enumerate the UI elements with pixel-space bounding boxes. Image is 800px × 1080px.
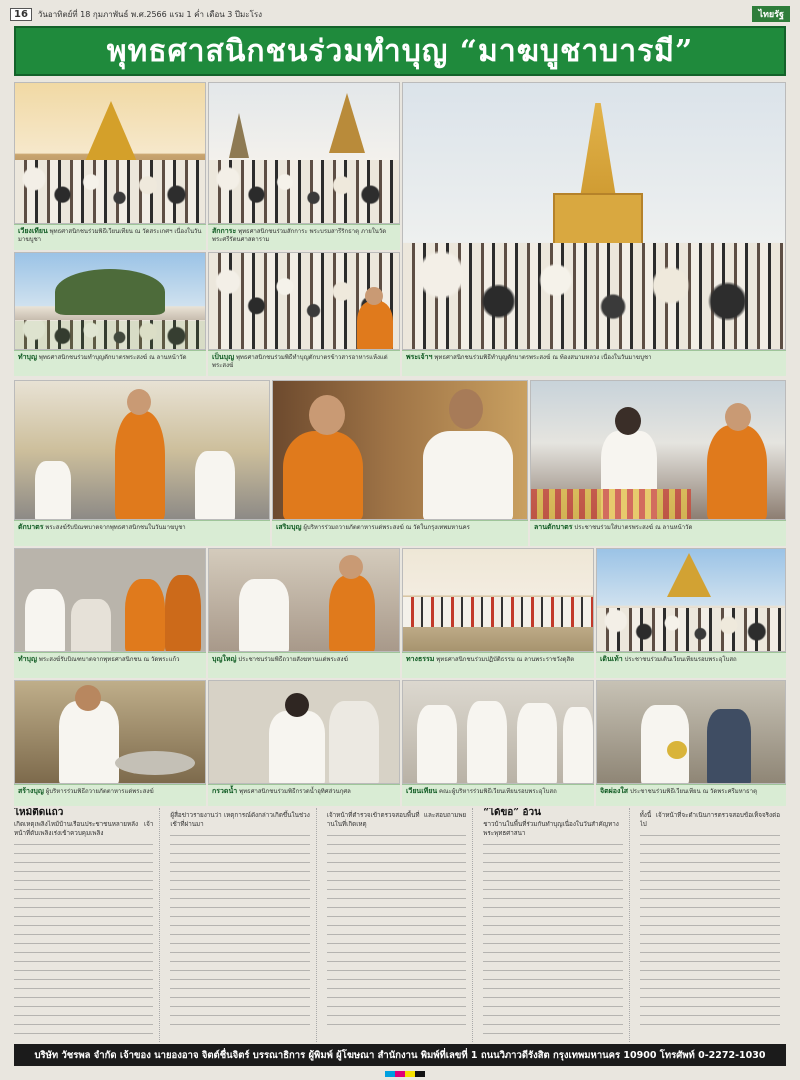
column-text: ชาวบ้านในพื้นที่ร่วมกันทำบุญเนื่องในวันสำคัญทางพระพุทธศาสนา (483, 821, 619, 837)
column-text: เกิดเหตุเพลิงไหม้บ้านเรือนประชาชนหลายหลัง เจ้าหน้าที่ดับเพลิงเร่งเข้าควบคุมเพลิง (14, 821, 154, 837)
caption-16 (596, 784, 786, 806)
article-column (483, 808, 629, 1042)
column-text: ผู้สื่อข่าวรายงานว่า เหตุการณ์ดังกล่าวเกิดขึ้นในช่วงเช้าที่ผ่านมา (170, 812, 310, 828)
caption-6 (14, 520, 270, 546)
caption-text: พุทธศาสนิกชนร่วมพิธีทำบุญตักบาตรข้าวสารอาหารแห้งแด่พระสงฆ์ (212, 354, 388, 369)
article-column (640, 808, 786, 1042)
photo-golden-mount (14, 82, 206, 224)
publisher-footer: บริษัท วัชรพล จำกัด เจ้าของ นายองอาจ จิตต์ชื่นจิตร์ บรรณาธิการ ผู้พิมพ์ ผู้โฆษณา สำนักงาน พิมพ์ที่เลขที่ 1 ถนนวิภาวดีรังสิต กรุงเทพมหานคร 10900 โทรศัพท์ 0-2272-1030 (14, 1044, 786, 1066)
caption-title: ทำบุญ (18, 655, 37, 663)
photo-walking-circle (596, 548, 786, 652)
caption-title: เวียนเทียน (406, 787, 438, 795)
photo-monk-walking (14, 380, 270, 520)
caption-text: พุทธศาสนิกชนร่วมปฏิบัติธรรม ณ ลานพระราชวังดุสิต (436, 656, 575, 663)
photo-merit-offering (208, 548, 400, 652)
article-column (14, 808, 160, 1042)
folio-line (10, 6, 790, 22)
headline-banner (14, 26, 786, 76)
caption-4 (14, 350, 206, 376)
body-text-lines (14, 841, 153, 1041)
caption-text: พุทธศาสนิกชนร่วมพิธีกรวดน้ำอุทิศส่วนกุศล (239, 788, 351, 795)
column-heading: ไหม้ติดแถว (14, 808, 64, 818)
caption-text: ประชาชนร่วมเดินเวียนเทียนรอบพระอุโบสถ (624, 656, 737, 663)
caption-title: สักการะ (212, 227, 237, 235)
photo-alms-crowd (208, 252, 400, 350)
article-column (170, 808, 316, 1042)
article-columns (14, 808, 786, 1042)
photo-dharma-practice (402, 548, 594, 652)
caption-13 (14, 784, 206, 806)
brand-logo: ไทยรัฐ (752, 6, 790, 22)
caption-3 (402, 350, 786, 376)
caption-title: ทางธรรม (406, 655, 435, 663)
photo-sanam-luang (402, 82, 786, 350)
page-number: 16 (10, 8, 32, 21)
caption-8 (530, 520, 786, 546)
caption-text: พุทธศาสนิกชนร่วมพิธีเวียนเทียน ณ วัดสระเกศฯ เนื่องในวันมาฆบูชา (18, 228, 202, 243)
body-text-lines (170, 832, 309, 1032)
caption-title: เดินเท้า (600, 655, 623, 663)
column-text: เจ้าหน้าที่ตำรวจเข้าตรวจสอบพื้นที่ และสอบถามพยานในที่เกิดเหตุ (326, 812, 467, 828)
caption-title: สร้างบุญ (18, 787, 44, 795)
caption-title: กรวดน้ำ (212, 787, 238, 795)
caption-text: พุทธศาสนิกชนร่วมพิธีทำบุญตักบาตรพระสงฆ์ ณ ท้องสนามหลวง เนื่องในวันมาฆบูชา (434, 354, 652, 361)
caption-text: พระสงฆ์รับบิณฑบาตจากพุทธศาสนิกชนในวันมาฆบูชา (45, 524, 186, 531)
print-color-bar (385, 1071, 425, 1077)
column-heading: “ได้ขอ” อ้วน (483, 808, 541, 818)
date-line: วันอาทิตย์ที่ 18 กุมภาพันธ์ พ.ศ.2566 แรม 1 ค่ำ เดือน 3 ปีมะโรง (37, 9, 263, 19)
photo-officials-candle (402, 680, 594, 784)
photo-monks-procession (14, 548, 206, 652)
caption-text: ประชาชนร่วมใส่บาตรพระสงฆ์ ณ ลานหน้าวัด (574, 524, 693, 531)
body-text-lines (640, 832, 780, 1032)
photo-flowers-procession (596, 680, 786, 784)
caption-text: ประชาชนร่วมพิธีถวายสังฆทานแด่พระสงฆ์ (238, 656, 348, 663)
caption-15 (402, 784, 594, 806)
caption-12 (596, 652, 786, 678)
caption-14 (208, 784, 400, 806)
caption-title: จิตผ่องใส (600, 787, 629, 795)
caption-text: คณะผู้บริหารร่วมพิธีเวียนเทียนรอบพระอุโบสถ (439, 788, 557, 795)
article-column (327, 808, 473, 1042)
photo-grand-palace (208, 82, 400, 224)
caption-1 (14, 224, 206, 250)
body-text-lines (327, 832, 466, 1032)
photo-food-preparation (14, 680, 206, 784)
caption-text: พระสงฆ์รับบิณฑบาตจากพุทธศาสนิกชน ณ วัดพระแก้ว (38, 656, 180, 663)
photo-temple-grounds (14, 252, 206, 350)
caption-2 (208, 224, 400, 250)
caption-text: พุทธศาสนิกชนร่วมสักการะ พระบรมสารีริกธาตุ ภายในวัดพระศรีรัตนศาสดาราม (212, 228, 387, 243)
body-text-lines (483, 841, 622, 1041)
caption-text: พุทธศาสนิกชนร่วมทำบุญตักบาตรพระสงฆ์ ณ ลานหน้าวัด (38, 354, 187, 361)
caption-title: เสริมบุญ (276, 523, 302, 531)
caption-5 (208, 350, 400, 376)
caption-title: พระเจ้าฯ (406, 353, 433, 361)
caption-11 (402, 652, 594, 678)
caption-9 (14, 652, 206, 678)
caption-title: เวียงเทียน (18, 227, 48, 235)
caption-7 (272, 520, 528, 546)
photo-alms-line (530, 380, 786, 520)
caption-text: ผู้บริหารร่วมพิธีถวายภัตตาหารแด่พระสงฆ์ (45, 788, 154, 795)
caption-10 (208, 652, 400, 678)
caption-title: บุญใหญ่ (212, 655, 237, 663)
caption-title: ตักบาตร (18, 523, 44, 531)
photo-offering-food (272, 380, 528, 520)
column-text: ทั้งนี้ เจ้าหน้าที่จะดำเนินการตรวจสอบข้อเท็จจริงต่อไป (639, 812, 780, 828)
photo-water-pouring (208, 680, 400, 784)
caption-title: ลานตักบาตร (534, 523, 573, 531)
caption-title: ทำบุญ (18, 353, 37, 361)
caption-text: ผู้บริหารร่วมถวายภัตตาหารแด่พระสงฆ์ ณ วัดในกรุงเทพมหานคร (303, 524, 470, 531)
page-headline: พุทธศาสนิกชนร่วมทำบุญ “มาฆบูชาบารมี” (106, 33, 694, 69)
caption-title: เป็นบุญ (212, 353, 235, 361)
caption-text: ประชาชนร่วมพิธีเวียนเทียน ณ วัดพระศรีมหาธาตุ (629, 788, 757, 795)
